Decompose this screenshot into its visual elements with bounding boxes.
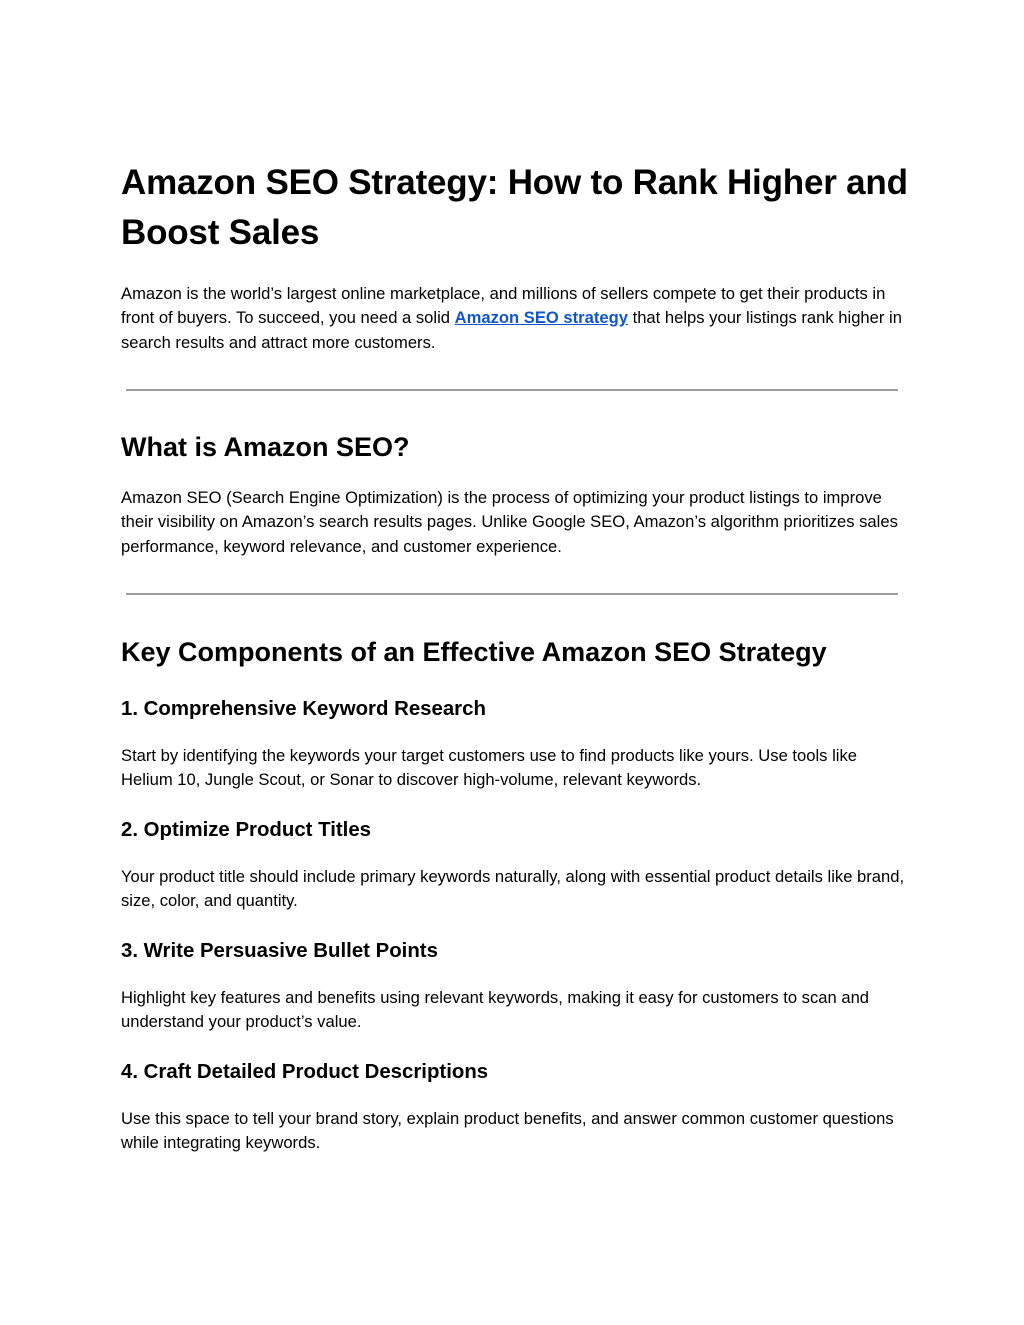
product-titles-heading: 2. Optimize Product Titles — [121, 819, 372, 841]
page-title: Amazon SEO Strategy: How to Rank Higher and Boost Sales — [121, 163, 908, 252]
keyword-research-paragraph: Start by identifying the keywords your target customers use to find products like yours. Use tools like Helium 10, Jungle Scout, or Sonar to discover high-volume, relevant keywords. — [121, 746, 857, 790]
bullet-points-heading: 3. Write Persuasive Bullet Points — [121, 940, 438, 962]
intro-text-after-link: that helps your listings rank higher in search results and attract more customers. — [121, 308, 902, 352]
what-is-amazon-seo-heading: What is Amazon SEO? — [121, 432, 410, 462]
product-descriptions-heading: 4. Craft Detailed Product Descriptions — [121, 1061, 489, 1083]
what-is-amazon-seo-paragraph: Amazon SEO (Search Engine Optimization) is the process of optimizing your product listings to improve their visibility on Amazon’s search results pages. Unlike Google SEO, Amazon’s algorithm prioritizes sales performance, keyword relevance, and customer experience. — [121, 488, 898, 556]
intro-paragraph — [121, 282, 911, 355]
bullet-points-paragraph: Highlight key features and benefits using relevant keywords, making it easy for customers to scan and understand your product’s value. — [121, 988, 870, 1032]
product-descriptions-paragraph: Use this space to tell your brand story, explain product benefits, and answer common customer questions while integrating keywords. — [121, 1109, 894, 1153]
keyword-research-heading: 1. Comprehensive Keyword Research — [121, 698, 486, 720]
intro-text-before-link: Amazon is the world’s largest online marketplace, and millions of sellers compete to get their products in front of buyers. To succeed, you need a solid — [121, 284, 886, 328]
key-components-heading: Key Components of an Effective Amazon SEO Strategy — [121, 637, 827, 667]
product-titles-paragraph: Your product title should include primary keywords naturally, along with essential product details like brand, size, color, and quantity. — [121, 867, 905, 911]
horizontal-divider — [126, 389, 898, 391]
horizontal-divider — [126, 593, 898, 595]
amazon-seo-strategy-link[interactable]: Amazon SEO strategy — [454, 308, 628, 328]
